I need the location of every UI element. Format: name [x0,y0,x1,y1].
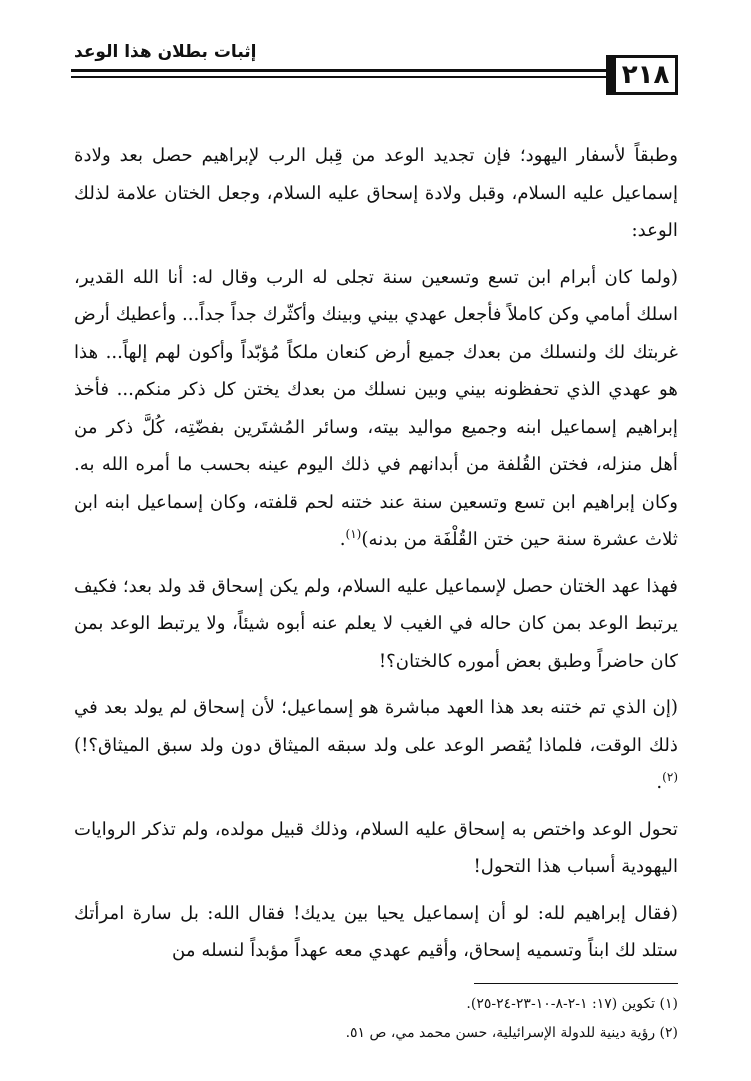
running-header-title: إثبات بطلان هذا الوعد [74,42,257,62]
footnote-1: (١) تكوين (١٧: ١-٢-٨-١٠-٢٣-٢٤-٢٥). [466,996,678,1012]
paragraph-abraham-quote [74,895,678,970]
paragraph-text: تحول الوعد واختص به إسحاق عليه السلام، وذلك قبيل مولده، ولم تذكر الروايات اليهودية أسباب هذا التحول! [74,818,678,877]
footnote-2: (٢) رؤية دينية للدولة الإسرائيلية، حسن محمد مي، ص ٥١. [345,1025,678,1041]
footnote-ref[interactable]: (١) [345,526,362,541]
header-rule-top [71,69,613,72]
paragraph-text: (إن الذي تم ختنه بعد هذا العهد مباشرة هو إسماعيل؛ لأن إسحاق لم يولد بعد في ذلك الوقت، فلماذا يُقصر الوعد على ولد سبقه الميثاق دون ولد سبق الميثاق؟!) [74,697,678,756]
page-number-box [613,55,678,95]
paragraph-ishmael-quote: (إن الذي تم ختنه بعد هذا العهد مباشرة هو إسماعيل؛ لأن إسحاق لم يولد بعد في ذلك الوقت، فلماذا يُقصر الوعد على ولد سبقه الميثاق دون ولد سبق الميثاق؟!)$^{(٢)}$. [74,697,678,793]
paragraph-genesis-quote: (ولما كان أبرام ابن تسع وتسعين سنة تجلى له الرب وقال له: أنا الله القدير، اسلك أمامي وكن كاملاً فأجعل عهدي بيني وبينك وأكثّرك جداً جداً... وأعطيك أرض غربتك لك ولنسلك من بعدك جميع أرض كنعان ملكاً مُؤبّداً وأكون لهم إلهاً... هذا هو عهدي الذي تحفظونه بيني وبين نسلك من بعدك يختن كل ذكر منكم... فأخذ إبراهيم إسماعيل ابنه وجميع مواليد بيته، وسائر المُشتَرين بفضّتِه، كُلَّ ذكر من أهل منزله، فختن القُلفة من أبدانهم في ذلك اليوم عينه بحسب ما أمره الله به. وكان إبراهيم ابن تسع وتسعين سنة عند ختنه لحم قلفته، وكان إسماعيل ابنه ابن ثلاث عشرة سنة حين ختن القُلْفَة من بدنه)$^{(١)}$. [74,266,678,550]
paragraph-text: (ولما كان أبرام ابن تسع وتسعين سنة تجلى له الرب وقال له: أنا الله القدير، اسلك أمامي وكن كاملاً فأجعل عهدي بيني وبينك وأكثّرك جداً جداً... وأعطيك أرض غربتك لك ولنسلك من بعدك جميع أرض كنعان ملكاً مُؤبّداً وأكون لهم إلهاً... هذا هو عهدي الذي تحفظونه بيني وبين نسلك من بعدك يختن كل ذكر منكم... فأخذ إبراهيم إسماعيل ابنه وجميع مواليد بيته، وسائر المُشتَرين بفضّتِه، كُلَّ ذكر من أهل منزله، فختن القُلفة من أبدانهم في ذلك اليوم عينه بحسب ما أمره الله به. وكان إبراهيم ابن تسع وتسعين سنة عند ختنه لحم قلفته، وكان إسماعيل ابنه ابن ثلاث عشرة سنة حين ختن القُلْفَة من بدنه) [74,266,678,550]
footnote-divider [474,983,678,984]
footnote-ref[interactable]: (٢) [662,769,678,784]
paragraph-text: وطبقاً لأسفار اليهود؛ فإن تجديد الوعد من قِبل الرب لإبراهيم حصل بعد ولادة إسماعيل عليه السلام، وقبل ولادة إسحاق عليه السلام، وجعل الختان علامة لذلك الوعد: [74,145,678,241]
body-text [74,137,678,970]
page-number: ٢١٨ [621,60,670,90]
paragraph-intro [74,137,678,250]
paragraph-circumcision-argument [74,568,678,681]
paragraph-text: فهذا عهد الختان حصل لإسماعيل عليه السلام، ولم يكن إسحاق قد ولد بعد؛ فكيف يرتبط الوعد بمن كان حاله في الغيب لا يعلم عنه أبوه شيئاً، ولا يرتبط الوعد بمن كان حاضراً وطبق بعض أموره كالختان؟! [74,575,678,672]
header-rule-bottom [71,76,613,78]
paragraph-covenant-shift [74,811,678,886]
paragraph-text: (فقال إبراهيم لله: لو أن إسماعيل يحيا بين يديك! فقال الله: بل سارة امرأتك ستلد لك ابناً وتسميه إسحاق، وأقيم عهدي معه عهداً مؤبداً لنسله من [74,902,678,961]
footnotes [74,990,678,1048]
